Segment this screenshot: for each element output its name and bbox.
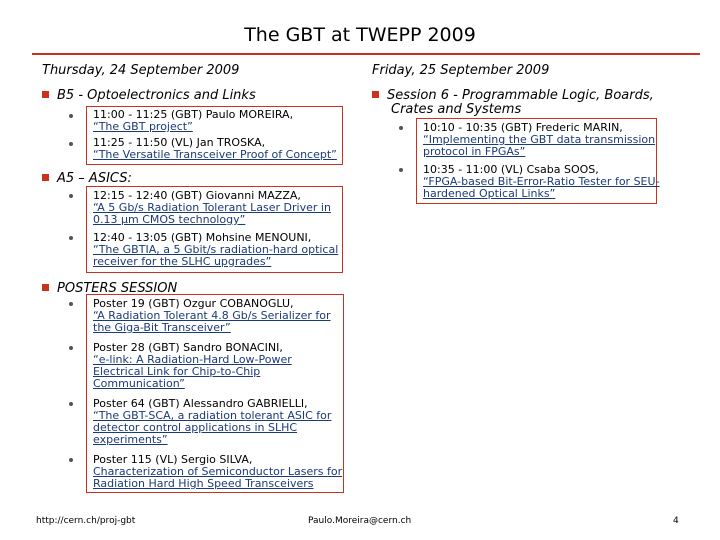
talk-item: 11:25 - 11:50 (VL) Jan TROSKA, “The Versatile Transceiver Proof of Concept” bbox=[93, 136, 337, 161]
poster-title-link-cont[interactable]: experiments” bbox=[93, 433, 168, 446]
footer-url[interactable]: http://cern.ch/proj-gbt bbox=[36, 516, 136, 526]
poster-title-link[interactable]: “The GBT-SCA, a radiation tolerant ASIC for bbox=[93, 409, 332, 422]
bullet-dot-icon bbox=[69, 346, 73, 350]
poster-title-link[interactable]: “e-link: A Radiation-Hard Low-Power bbox=[93, 353, 292, 366]
bullet-square-icon bbox=[372, 91, 379, 98]
bullet-dot-icon bbox=[69, 142, 73, 146]
bullet-dot-icon bbox=[69, 402, 73, 406]
bullet-dot-icon bbox=[69, 458, 73, 462]
bullet-dot-icon bbox=[69, 194, 73, 198]
bullet-dot-icon bbox=[399, 126, 403, 130]
section-a5-heading: A5 – ASICS: bbox=[42, 172, 132, 186]
poster-title-link[interactable]: “A Radiation Tolerant 4.8 Gb/s Serializer for bbox=[93, 309, 331, 322]
poster-item: Poster 19 (GBT) Ozgur COBANOGLU, “A Radiation Tolerant 4.8 Gb/s Serializer for the Giga-Bit Transceiver” bbox=[93, 297, 331, 334]
talk-title-link-cont[interactable]: receiver for the SLHC upgrades” bbox=[93, 255, 272, 268]
footer-email[interactable]: Paulo.Moreira@cern.ch bbox=[308, 516, 412, 526]
poster-item: Poster 115 (VL) Sergio SILVA, Characterization of Semiconductor Lasers for Radiation Hard High Speed Transceivers bbox=[93, 453, 343, 490]
talk-item: 11:00 - 11:25 (GBT) Paulo MOREIRA, “The GBT project” bbox=[93, 108, 294, 133]
section-b5-heading: B5 - Optoelectronics and Links bbox=[42, 89, 256, 103]
talk-title-link[interactable]: “The Versatile Transceiver Proof of Concept” bbox=[93, 148, 337, 161]
talk-item: 10:35 - 11:00 (VL) Csaba SOOS, “FPGA-based Bit-Error-Ratio Tester for SEU- hardened Optical Links” bbox=[423, 163, 660, 200]
poster-title-link[interactable]: Characterization of Semiconductor Lasers for bbox=[93, 465, 343, 478]
poster-title-link-cont[interactable]: detector control applications in SLHC bbox=[93, 421, 298, 434]
poster-title-link-cont[interactable]: the Giga-Bit Transceiver” bbox=[93, 321, 231, 334]
poster-title-link-cont[interactable]: Communication” bbox=[93, 377, 185, 390]
talk-title-link-cont[interactable]: protocol in FPGAs” bbox=[423, 145, 526, 158]
talk-item: 10:10 - 10:35 (GBT) Frederic MARIN, “Implementing the GBT data transmission protocol in FPGAs” bbox=[423, 121, 656, 158]
title-divider bbox=[32, 53, 700, 55]
bullet-dot-icon bbox=[69, 236, 73, 240]
talk-title-link[interactable]: “The GBT project” bbox=[93, 120, 193, 133]
poster-title-link-cont[interactable]: Radiation Hard High Speed Transceivers bbox=[93, 477, 314, 490]
talk-title-link-cont[interactable]: hardened Optical Links” bbox=[423, 187, 556, 200]
talk-title-link[interactable]: “Implementing the GBT data transmission bbox=[423, 133, 656, 146]
left-day-heading: Thursday, 24 September 2009 bbox=[42, 63, 240, 78]
slide-title: The GBT at TWEPP 2009 bbox=[244, 24, 476, 46]
bullet-dot-icon bbox=[69, 302, 73, 306]
talk-item: 12:15 - 12:40 (GBT) Giovanni MAZZA, “A 5 Gb/s Radiation Tolerant Laser Driver in 0.13 µm CMOS technology” bbox=[93, 189, 331, 226]
bullet-square-icon bbox=[42, 174, 49, 181]
section-posters-heading: POSTERS SESSION bbox=[42, 282, 177, 296]
section-s6-heading: Session 6 - Programmable Logic, Boards, Crates and Systems bbox=[372, 89, 654, 117]
bullet-dot-icon bbox=[69, 114, 73, 118]
talk-title-link-cont[interactable]: 0.13 µm CMOS technology” bbox=[93, 213, 246, 226]
bullet-square-icon bbox=[42, 91, 49, 98]
talk-title-link[interactable]: “A 5 Gb/s Radiation Tolerant Laser Driver in bbox=[93, 201, 331, 214]
talk-title-link[interactable]: “FPGA-based Bit-Error-Ratio Tester for SEU- bbox=[423, 175, 660, 188]
bullet-dot-icon bbox=[399, 168, 403, 172]
poster-item: Poster 28 (GBT) Sandro BONACINI, “e-link: A Radiation-Hard Low-Power Electrical Link for Chip-to-Chip Communication” bbox=[93, 341, 292, 390]
talk-title-link[interactable]: “The GBTIA, a 5 Gbit/s radiation-hard optical bbox=[93, 243, 339, 256]
page-number: 4 bbox=[673, 516, 679, 526]
poster-item: Poster 64 (GBT) Alessandro GABRIELLI, “The GBT-SCA, a radiation tolerant ASIC for detector control applications in SLHC experiments” bbox=[93, 397, 332, 446]
poster-title-link-cont[interactable]: Electrical Link for Chip-to-Chip bbox=[93, 365, 261, 378]
bullet-square-icon bbox=[42, 284, 49, 291]
talk-item: 12:40 - 13:05 (GBT) Mohsine MENOUNI, “The GBTIA, a 5 Gbit/s radiation-hard optical receiver for the SLHC upgrades” bbox=[93, 231, 339, 268]
right-day-heading: Friday, 25 September 2009 bbox=[372, 63, 550, 78]
